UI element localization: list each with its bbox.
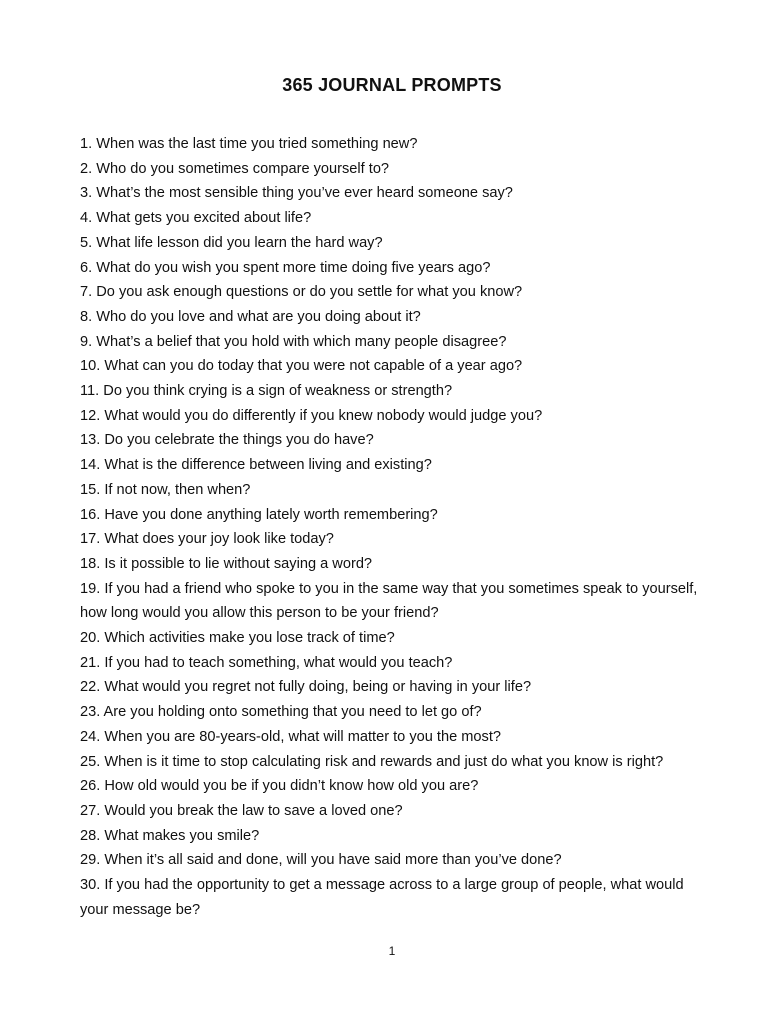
prompt-item xyxy=(80,428,710,453)
prompt-number: 20. xyxy=(80,630,101,647)
prompt-item xyxy=(80,330,710,355)
prompt-number: 27. xyxy=(80,802,101,819)
prompt-item xyxy=(80,700,710,725)
prompt-text: Which activities make you lose track of time? xyxy=(104,630,395,647)
prompt-number: 12. xyxy=(80,407,101,424)
prompt-item xyxy=(80,651,710,676)
prompt-number: 23. xyxy=(80,704,101,721)
prompt-item xyxy=(80,577,710,626)
prompt-text: When you are 80-years-old, what will matter to you the most? xyxy=(104,728,501,745)
prompt-number: 28. xyxy=(80,827,101,844)
prompt-text: Who do you sometimes compare yourself to? xyxy=(96,160,390,177)
prompt-item xyxy=(80,305,710,330)
prompt-item xyxy=(80,280,710,305)
prompt-number: 8. xyxy=(80,308,93,325)
prompt-text: What gets you excited about life? xyxy=(96,210,312,227)
prompt-number: 25. xyxy=(80,753,101,770)
prompt-number: 9. xyxy=(80,333,93,350)
prompt-text: What is the difference between living and existing? xyxy=(104,457,432,474)
prompt-number: 4. xyxy=(80,210,93,227)
prompt-text: If you had to teach something, what would you teach? xyxy=(104,654,453,671)
prompt-number: 30. xyxy=(80,877,101,894)
prompt-item xyxy=(80,774,710,799)
prompt-text: Would you break the law to save a loved one? xyxy=(104,802,403,819)
prompt-text: What’s a belief that you hold with which many people disagree? xyxy=(96,333,507,350)
prompt-item xyxy=(80,256,710,281)
prompt-item xyxy=(80,404,710,429)
prompt-item xyxy=(80,725,710,750)
prompt-number: 2. xyxy=(80,160,93,177)
prompt-item xyxy=(80,750,710,775)
prompt-number: 16. xyxy=(80,506,101,523)
prompt-text: Who do you love and what are you doing about it? xyxy=(96,308,421,325)
prompt-number: 10. xyxy=(80,358,101,375)
prompt-item xyxy=(80,799,710,824)
prompt-number: 18. xyxy=(80,555,101,572)
prompt-item xyxy=(80,478,710,503)
prompt-text: When it’s all said and done, will you have said more than you’ve done? xyxy=(104,852,562,869)
prompt-text: If not now, then when? xyxy=(104,481,251,498)
prompt-text: Do you ask enough questions or do you settle for what you know? xyxy=(96,284,523,301)
prompt-number: 26. xyxy=(80,778,101,795)
prompt-item xyxy=(80,503,710,528)
prompt-number: 13. xyxy=(80,432,101,449)
prompt-text: Have you done anything lately worth remembering? xyxy=(104,506,438,523)
page-title: 365 JOURNAL PROMPTS xyxy=(282,75,502,95)
prompt-item xyxy=(80,231,710,256)
prompt-item xyxy=(80,181,710,206)
prompt-text: What life lesson did you learn the hard way? xyxy=(96,234,383,251)
prompt-item xyxy=(80,824,710,849)
prompt-number: 3. xyxy=(80,185,93,202)
prompt-item xyxy=(80,848,710,873)
prompt-text: What do you wish you spent more time doing five years ago? xyxy=(96,259,491,276)
prompt-item xyxy=(80,157,710,182)
prompt-item xyxy=(80,675,710,700)
prompt-number: 22. xyxy=(80,679,101,696)
prompt-text: Do you think crying is a sign of weakness or strength? xyxy=(103,383,453,400)
prompt-item xyxy=(80,354,710,379)
prompt-item xyxy=(80,873,710,922)
prompt-text: Are you holding onto something that you need to let go of? xyxy=(103,704,482,721)
prompt-text: How old would you be if you didn’t know how old you are? xyxy=(104,778,479,795)
prompt-number: 7. xyxy=(80,284,93,301)
prompt-item xyxy=(80,552,710,577)
prompt-text: What makes you smile? xyxy=(104,827,260,844)
prompt-item xyxy=(80,626,710,651)
prompt-number: 24. xyxy=(80,728,101,745)
prompt-text: What’s the most sensible thing you’ve ever heard someone say? xyxy=(96,185,513,202)
prompt-item xyxy=(80,132,710,157)
prompt-number: 17. xyxy=(80,531,101,548)
prompt-text: If you had the opportunity to get a message across to a large group of people, what would your message be? xyxy=(80,877,684,918)
prompt-number: 15. xyxy=(80,481,101,498)
page-number: 1 xyxy=(388,944,396,958)
prompt-text: What would you do differently if you knew nobody would judge you? xyxy=(104,407,543,424)
prompt-text: What can you do today that you were not capable of a year ago? xyxy=(104,358,523,375)
prompt-item xyxy=(80,453,710,478)
prompt-text: If you had a friend who spoke to you in the same way that you sometimes speak to yourself, how long would you allow this person to be your friend? xyxy=(80,580,698,622)
prompt-item xyxy=(80,379,710,404)
prompt-text: When was the last time you tried something new? xyxy=(96,136,418,152)
prompt-number: 19. xyxy=(80,580,101,597)
prompt-text: Is it possible to lie without saying a word? xyxy=(104,555,373,572)
prompt-number: 11. xyxy=(80,383,100,400)
prompt-item xyxy=(80,527,710,552)
prompt-number: 5. xyxy=(80,234,93,251)
prompt-number: 1. xyxy=(80,136,93,152)
prompt-item xyxy=(80,206,710,231)
prompt-number: 14. xyxy=(80,457,101,474)
prompt-list xyxy=(80,132,710,923)
prompt-text: What would you regret not fully doing, being or having in your life? xyxy=(104,679,532,696)
prompt-text: When is it time to stop calculating risk and rewards and just do what you know is right? xyxy=(104,753,664,770)
prompt-text: What does your joy look like today? xyxy=(104,531,334,548)
prompt-number: 21. xyxy=(80,654,101,671)
prompt-number: 6. xyxy=(80,259,93,276)
prompt-text: Do you celebrate the things you do have? xyxy=(104,432,374,449)
prompt-number: 29. xyxy=(80,852,101,869)
